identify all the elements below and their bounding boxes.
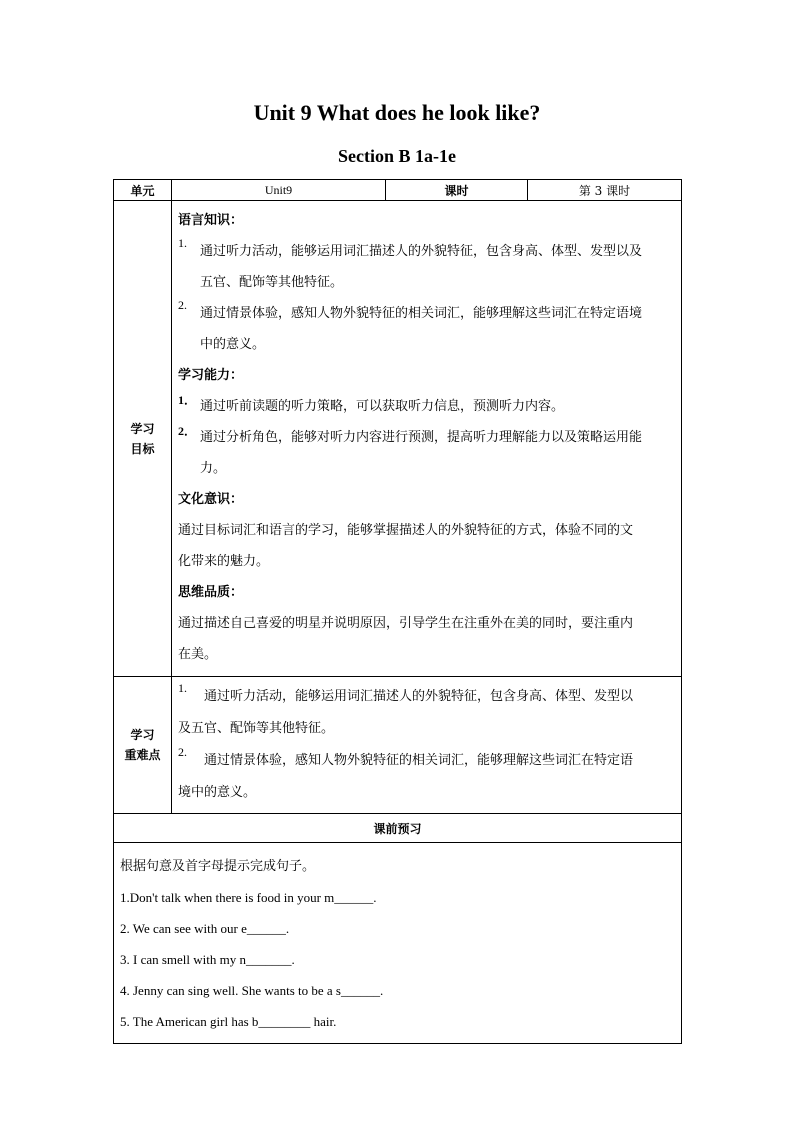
unit-label: 单元: [114, 180, 172, 201]
key-point-2: 2. 通过情景体验，感知人物外貌特征的相关词汇，能够理解这些词汇在特定语: [178, 745, 634, 768]
unit-value: Unit9: [172, 180, 386, 201]
key-points-row: [114, 677, 682, 814]
preview-heading-row: [114, 814, 682, 843]
key-points-label: 学习 重难点: [114, 677, 172, 814]
period-label: 课时: [386, 180, 528, 201]
exercise-sentence-1: 1.Don't talk when there is food in your m______.: [120, 890, 377, 905]
key-points-content: [172, 677, 682, 814]
exercise-sentence-5: 5. The American girl has b________ hair.: [120, 1014, 337, 1029]
ability-item-1: 1． 通过听前读题的听力策略，可以获取听力信息，预测听力内容。: [178, 393, 565, 414]
language-item-2: 2. 通过情景体验，感知人物外貌特征的相关词汇，能够理解这些词汇在特定语境 中的意义。: [178, 298, 643, 352]
exercise-sentence-2: 2. We can see with our e______.: [120, 921, 290, 936]
thinking-text-1: 通过描述自己喜爱的明星并说明原因，引导学生在注重外在美的同时，要注重内: [178, 616, 634, 631]
document-subtitle: Section B 1a-1e: [338, 146, 456, 166]
lesson-plan-table: [113, 179, 682, 1044]
culture-heading: 文化意识：: [178, 492, 244, 507]
key-point-1: 1. 通过听力活动，能够运用词汇描述人的外貌特征，包含身高、体型、发型以: [178, 681, 634, 704]
language-heading: 语言知识：: [178, 213, 244, 228]
preview-heading: 课前预习: [114, 814, 682, 843]
exercise-sentence-4: 4. Jenny can sing well. She wants to be a s______.: [120, 983, 384, 998]
period-value: 第 3 课时: [528, 180, 682, 201]
header-row: [114, 180, 682, 201]
ability-heading: 学习能力：: [178, 368, 244, 383]
thinking-heading: 思维品质：: [178, 585, 244, 600]
objectives-label: 学习 目标: [114, 201, 172, 677]
ability-item-2: 2． 通过分析角色，能够对听力内容进行预测，提高听力理解能力以及策略运用能 力。: [178, 424, 643, 476]
language-item-1: 1. 通过听力活动，能够运用词汇描述人的外貌特征，包含身高、体型、发型以及 五官、配饰等其他特征。: [178, 236, 643, 290]
objectives-content: [172, 201, 682, 677]
preview-exercises: [114, 843, 682, 1044]
preview-exercises-row: [114, 843, 682, 1044]
document-title: Unit 9 What does he look like?: [253, 100, 541, 125]
thinking-text-2: 在美。: [178, 647, 218, 662]
culture-text-2: 化带来的魅力。: [178, 554, 270, 569]
key-point-2-cont: 境中的意义。: [178, 785, 257, 800]
objectives-row: [114, 201, 682, 677]
exercise-instruction: 根据句意及首字母提示完成句子。: [120, 859, 316, 874]
key-point-1-cont: 及五官、配饰等其他特征。: [178, 721, 335, 736]
culture-text-1: 通过目标词汇和语言的学习，能够掌握描述人的外貌特征的方式，体验不同的文: [178, 523, 634, 538]
exercise-sentence-3: 3. I can smell with my n_______.: [120, 952, 295, 967]
